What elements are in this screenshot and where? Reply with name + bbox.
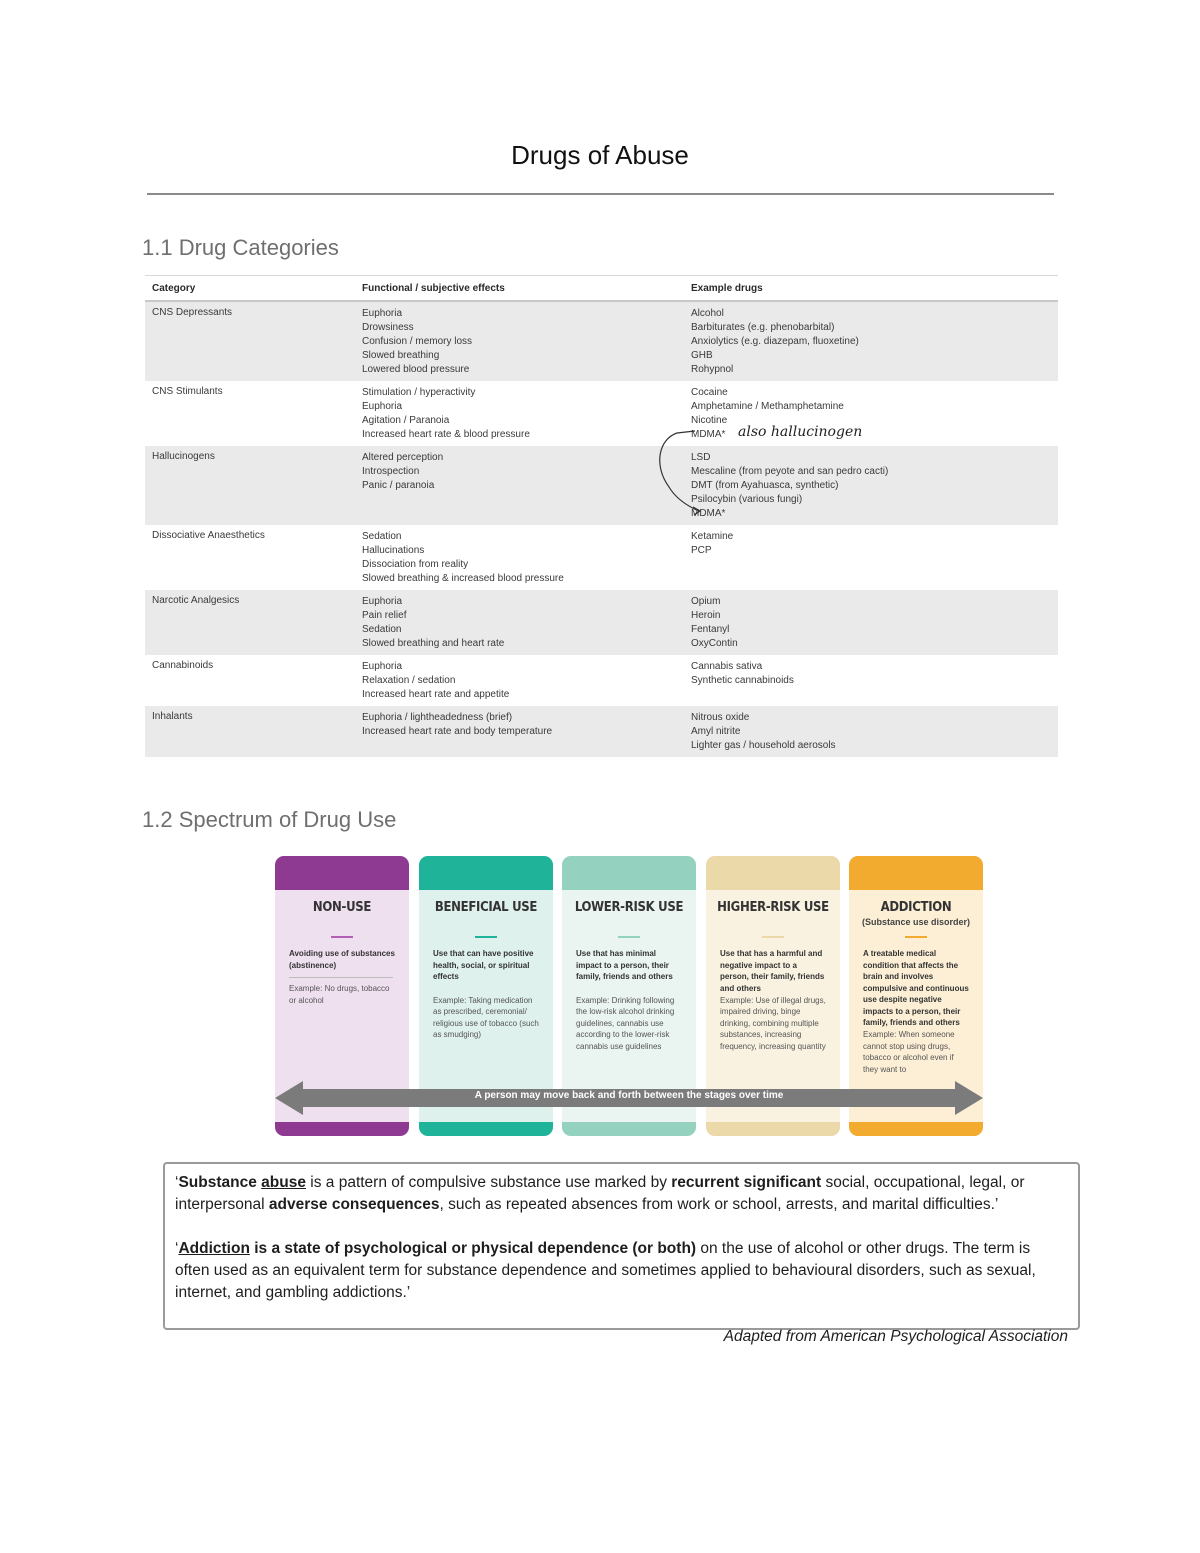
stage-color-bar xyxy=(419,856,553,890)
table-row xyxy=(145,590,1058,655)
stage-color-bar xyxy=(706,856,840,890)
cell-line: Introspection xyxy=(362,466,420,477)
spectrum-of-drug-use-graphic xyxy=(275,856,983,1136)
stage-name: ADDICTION xyxy=(880,900,952,915)
section-heading-spectrum: 1.2 Spectrum of Drug Use xyxy=(142,807,397,832)
handwritten-arrow-icon xyxy=(655,425,735,517)
effects-cell xyxy=(362,446,691,525)
cell-line: Euphoria / lightheadedness (brief) xyxy=(362,712,513,723)
cell-line: Slowed breathing and heart rate xyxy=(362,638,505,649)
stage-example: Example: When someone cannot stop using drugs, tobacco or alcohol even if they want to xyxy=(863,1030,955,1074)
cell-line: Barbiturates (e.g. phenobarbital) xyxy=(691,322,835,333)
category-cell: Dissociative Anaesthetics xyxy=(152,530,265,541)
cell-line: DMT (from Ayahuasca, synthetic) xyxy=(691,480,839,491)
cell-line: GHB xyxy=(691,350,713,361)
stage-name: HIGHER-RISK USE xyxy=(717,900,829,915)
examples-cell xyxy=(691,525,1058,590)
stage-divider xyxy=(475,936,497,938)
cell-line: Psilocybin (various fungi) xyxy=(691,494,803,505)
cell-line: OxyContin xyxy=(691,638,738,649)
stage-name: NON-USE xyxy=(312,900,372,915)
stage-definition: Avoiding use of substances (abstinence) xyxy=(289,949,395,970)
title-divider xyxy=(147,193,1054,195)
stage-color-bar xyxy=(849,856,983,890)
examples-cell xyxy=(691,590,1058,655)
table-header-row xyxy=(145,276,1058,302)
stage-separator xyxy=(289,977,393,978)
cell-line: Increased heart rate and appetite xyxy=(362,689,510,700)
effects-cell xyxy=(362,302,691,381)
cell-line: Increased heart rate & blood pressure xyxy=(362,429,530,440)
cell-line: Hallucinations xyxy=(362,545,425,556)
stage-color-bar xyxy=(562,856,696,890)
substance-abuse-definition: ‘Substance abuse is a pattern of compulsive substance use marked by recurrent significant social, occupational, legal, or interpersonal adverse consequences, such as repeated absences from work or school, arrests, and marital difficulties.’ xyxy=(175,1174,1025,1213)
stage-example: Example: Use of illegal drugs, impaired driving, binge drinking, combining multiple substances, increasing frequency, increasing quantity xyxy=(720,995,826,1051)
examples-cell xyxy=(691,706,1058,757)
category-cell: CNS Depressants xyxy=(152,307,233,318)
handwritten-annotation: also hallucinogen xyxy=(738,424,863,440)
cell-line: Fentanyl xyxy=(691,624,730,635)
stage-divider xyxy=(762,936,784,938)
table-row xyxy=(145,655,1058,706)
cell-line: Pain relief xyxy=(362,610,407,621)
table-row xyxy=(145,706,1058,757)
stage-name: LOWER-RISK USE xyxy=(574,900,684,915)
cell-line: LSD xyxy=(691,452,711,463)
cell-line: Cannabis sativa xyxy=(691,661,763,672)
header-effects: Functional / subjective effects xyxy=(362,282,505,294)
cell-line: Relaxation / sedation xyxy=(362,675,456,686)
stage-divider xyxy=(618,936,640,938)
stage-color-bar xyxy=(275,856,409,890)
effects-cell xyxy=(362,590,691,655)
cell-line: Rohypnol xyxy=(691,364,734,375)
category-cell: Narcotic Analgesics xyxy=(152,595,240,606)
category-cell: Hallucinogens xyxy=(152,451,215,462)
effects-cell xyxy=(362,525,691,590)
category-cell: CNS Stimulants xyxy=(152,386,223,397)
cell-line: Agitation / Paranoia xyxy=(362,415,450,426)
cell-line: MDMA* xyxy=(691,508,726,519)
table-body xyxy=(145,302,1058,757)
table-row xyxy=(145,525,1058,590)
category-cell: Cannabinoids xyxy=(152,660,214,671)
stage-definition: Use that has minimal impact to a person, their family, friends and others xyxy=(576,949,673,981)
examples-cell xyxy=(691,446,1058,525)
effects-cell xyxy=(362,655,691,706)
cell-line: Amyl nitrite xyxy=(691,726,741,737)
cell-line: Confusion / memory loss xyxy=(362,336,473,347)
cell-line: Heroin xyxy=(691,610,721,621)
cell-line: Sedation xyxy=(362,624,402,635)
cell-line: Synthetic cannabinoids xyxy=(691,675,794,686)
double-arrow xyxy=(275,1081,983,1115)
header-examples: Example drugs xyxy=(691,282,763,294)
stage-name: BENEFICIAL USE xyxy=(434,900,538,915)
page-title: Drugs of Abuse xyxy=(511,140,689,170)
cell-line: Euphoria xyxy=(362,401,403,412)
cell-line: Altered perception xyxy=(362,452,444,463)
cell-line: Opium xyxy=(691,596,721,607)
cell-line: Panic / paranoia xyxy=(362,480,435,491)
cell-line: Drowsiness xyxy=(362,322,414,333)
definitions-quote-box xyxy=(163,1162,1080,1345)
cell-line: Dissociation from reality xyxy=(362,559,469,570)
cell-line: PCP xyxy=(691,545,712,556)
cell-line: Euphoria xyxy=(362,661,403,672)
stage-color-bar xyxy=(706,1122,840,1136)
cell-line: Lighter gas / household aerosols xyxy=(691,740,836,751)
cell-line: MDMA* xyxy=(691,429,726,440)
cell-line: Alcohol xyxy=(691,308,724,319)
drug-categories-table xyxy=(145,275,1058,757)
quote-source: Adapted from American Psychological Association xyxy=(723,1328,1068,1345)
cell-line: Euphoria xyxy=(362,596,403,607)
table-row xyxy=(145,302,1058,381)
stage-example: Example: Taking medication as prescribed, ceremonial/ religious use of tobacco (such as smudging) xyxy=(433,995,539,1039)
stage-color-bar xyxy=(562,1122,696,1136)
cell-line: Cocaine xyxy=(691,387,728,398)
stage-color-bar xyxy=(419,1122,553,1136)
cell-line: Slowed breathing xyxy=(362,350,440,361)
arrow-caption: A person may move back and forth between the stages over time xyxy=(474,1090,784,1101)
stage-definition: Use that has a harmful and negative impact to a person, their family, friends and others xyxy=(720,949,825,993)
cell-line: Increased heart rate and body temperature xyxy=(362,726,553,737)
examples-cell xyxy=(691,655,1058,706)
stage-definition: A treatable medical condition that affects the brain and involves compulsive and continuous use despite negative impacts to a person, their family, friends and others xyxy=(863,949,969,1027)
section-heading-drug-categories: 1.1 Drug Categories xyxy=(142,235,339,260)
effects-cell xyxy=(362,381,691,446)
table-row xyxy=(145,446,1058,525)
cell-line: Ketamine xyxy=(691,531,734,542)
stage-color-bar xyxy=(275,1122,409,1136)
cell-line: Nicotine xyxy=(691,415,728,426)
cell-line: Lowered blood pressure xyxy=(362,364,470,375)
cell-line: Anxiolytics (e.g. diazepam, fluoxetine) xyxy=(691,336,859,347)
examples-cell xyxy=(691,302,1058,381)
cell-line: Euphoria xyxy=(362,308,403,319)
cell-line: Amphetamine / Methamphetamine xyxy=(691,401,844,412)
effects-cell xyxy=(362,706,691,757)
addiction-definition: ‘Addiction is a state of psychological or physical dependence (or both) on the use of alcohol or other drugs. The term is often used as an equivalent term for substance dependence and sometimes applied to behavioural disorders, such as sexual, internet, and gambling addictions.’ xyxy=(175,1240,1036,1301)
cell-line: Sedation xyxy=(362,531,402,542)
cell-line: Mescaline (from peyote and san pedro cacti) xyxy=(691,466,889,477)
table-row xyxy=(145,381,1058,446)
stage-definition: Use that can have positive health, social, or spiritual effects xyxy=(433,949,534,981)
stage-example: Example: Drinking following the low-risk alcohol drinking guidelines, cannabis use according to the lower-risk cannabis use guidelines xyxy=(576,995,675,1051)
cell-line: Stimulation / hyperactivity xyxy=(362,387,476,398)
header-category: Category xyxy=(152,282,196,294)
stage-subtitle: (Substance use disorder) xyxy=(861,917,971,927)
cell-line: Slowed breathing & increased blood pressure xyxy=(362,573,564,584)
category-cell: Inhalants xyxy=(152,711,193,722)
stage-example: Example: No drugs, tobacco or alcohol xyxy=(289,984,390,1005)
cell-line: Nitrous oxide xyxy=(691,712,750,723)
stage-divider xyxy=(905,936,927,938)
stage-divider xyxy=(331,936,353,938)
stage-color-bar xyxy=(849,1122,983,1136)
